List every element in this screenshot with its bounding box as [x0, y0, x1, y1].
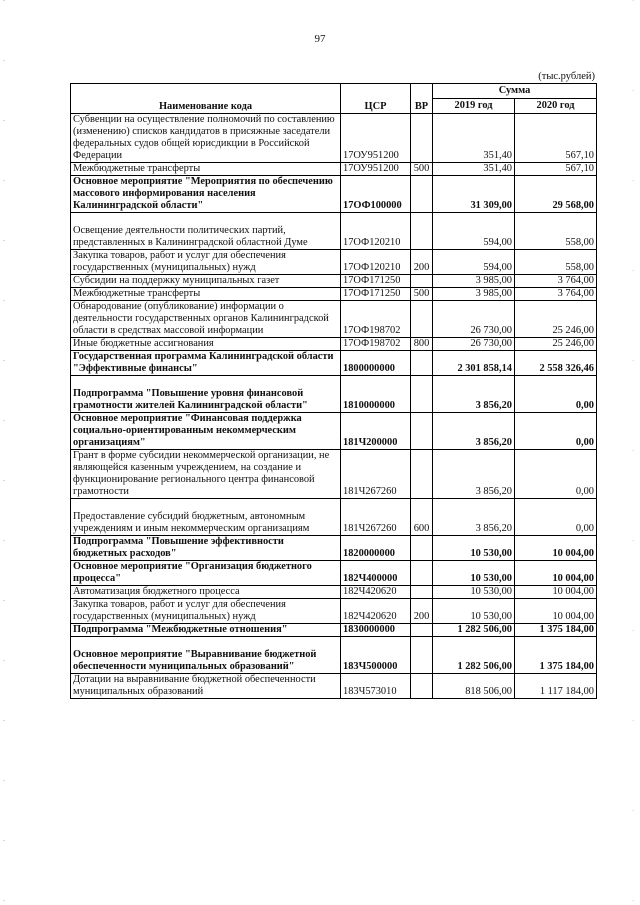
row-sum-2019: 351,40 — [433, 163, 515, 176]
row-name: Подпрограмма "Повышение эффективности бюджетных расходов" — [71, 536, 341, 561]
table-row — [71, 176, 597, 213]
table-row — [71, 114, 597, 163]
row-sum-2020: 10 004,00 — [515, 586, 597, 599]
row-name: Предоставление субсидий бюджетным, автономным учреждениям и иным некоммерческим организациям — [71, 499, 341, 536]
row-csr-code: 181Ч200000 — [341, 413, 411, 450]
row-sum-2020: 29 568,00 — [515, 176, 597, 213]
row-vr-code — [411, 176, 433, 213]
table-row — [71, 561, 597, 586]
row-csr-code: 17ОФ120210 — [341, 250, 411, 275]
row-sum-2019: 1 282 506,00 — [433, 624, 515, 637]
row-csr-code: 183Ч573010 — [341, 674, 411, 699]
table-row — [71, 376, 597, 413]
row-csr-code: 17ОУ951200 — [341, 114, 411, 163]
row-vr-code — [411, 450, 433, 499]
row-sum-2019: 3 985,00 — [433, 275, 515, 288]
row-csr-code: 17ОФ171250 — [341, 275, 411, 288]
row-name: Закупка товаров, работ и услуг для обеспечения государственных (муниципальных) нужд — [71, 250, 341, 275]
row-sum-2019: 594,00 — [433, 250, 515, 275]
row-vr-code — [411, 351, 433, 376]
scan-edge-marks-right — [632, 0, 634, 905]
table-body — [71, 114, 597, 699]
row-sum-2019: 1 282 506,00 — [433, 637, 515, 674]
row-name: Закупка товаров, работ и услуг для обеспечения государственных (муниципальных) нужд — [71, 599, 341, 624]
row-name: Межбюджетные трансферты — [71, 288, 341, 301]
row-sum-2019: 26 730,00 — [433, 301, 515, 338]
table-row — [71, 351, 597, 376]
header-csr: ЦСР — [341, 84, 411, 114]
row-name: Межбюджетные трансферты — [71, 163, 341, 176]
row-csr-code: 1830000000 — [341, 624, 411, 637]
row-sum-2020: 25 246,00 — [515, 301, 597, 338]
row-vr-code: 500 — [411, 163, 433, 176]
row-sum-2020: 0,00 — [515, 499, 597, 536]
row-vr-code — [411, 624, 433, 637]
row-name: Освещение деятельности политических партий, представленных в Калининградской областной Думе — [71, 213, 341, 250]
row-sum-2019: 10 530,00 — [433, 536, 515, 561]
header-sum: Сумма — [433, 84, 597, 99]
row-name: Основное мероприятие "Выравнивание бюджетной обеспеченности муниципальных образований" — [71, 637, 341, 674]
budget-table — [70, 83, 597, 699]
row-sum-2019: 351,40 — [433, 114, 515, 163]
row-sum-2019: 818 506,00 — [433, 674, 515, 699]
row-sum-2020: 558,00 — [515, 250, 597, 275]
table-header — [71, 84, 597, 114]
row-sum-2020: 10 004,00 — [515, 561, 597, 586]
row-csr-code: 17ОФ198702 — [341, 301, 411, 338]
table-row — [71, 338, 597, 351]
table-row — [71, 499, 597, 536]
row-name: Основное мероприятие "Финансовая поддержка социально-ориентированным некоммерческим организациям" — [71, 413, 341, 450]
row-sum-2019: 3 856,20 — [433, 499, 515, 536]
table-row — [71, 275, 597, 288]
table-row — [71, 301, 597, 338]
table-row — [71, 637, 597, 674]
table-row — [71, 586, 597, 599]
header-2019: 2019 год — [433, 99, 515, 114]
row-vr-code: 600 — [411, 499, 433, 536]
row-sum-2019: 3 856,20 — [433, 413, 515, 450]
page-number: 97 — [314, 33, 326, 45]
row-name: Обнародование (опубликование) информации о деятельности государственных органов Калининградской области в средствах массовой информации — [71, 301, 341, 338]
row-vr-code — [411, 413, 433, 450]
row-vr-code: 200 — [411, 250, 433, 275]
row-csr-code: 181Ч267260 — [341, 499, 411, 536]
row-name: Подпрограмма "Межбюджетные отношения" — [71, 624, 341, 637]
row-vr-code — [411, 536, 433, 561]
table-row — [71, 250, 597, 275]
row-sum-2020: 2 558 326,46 — [515, 351, 597, 376]
row-csr-code: 17ОФ171250 — [341, 288, 411, 301]
row-sum-2019: 594,00 — [433, 213, 515, 250]
row-name: Субвенции на осуществление полномочий по составлению (изменению) списков кандидатов в присяжные заседатели федеральных судов общей юрисдикции в Российской Федерации — [71, 114, 341, 163]
table-row — [71, 288, 597, 301]
scan-edge-marks — [3, 0, 5, 905]
row-csr-code: 17ОФ198702 — [341, 338, 411, 351]
row-vr-code — [411, 213, 433, 250]
row-sum-2019: 26 730,00 — [433, 338, 515, 351]
row-sum-2019: 10 530,00 — [433, 586, 515, 599]
row-sum-2020: 3 764,00 — [515, 275, 597, 288]
row-vr-code: 500 — [411, 288, 433, 301]
row-vr-code — [411, 275, 433, 288]
row-vr-code — [411, 114, 433, 163]
row-sum-2020: 0,00 — [515, 413, 597, 450]
table-row — [71, 213, 597, 250]
row-vr-code — [411, 674, 433, 699]
table-row — [71, 536, 597, 561]
row-csr-code: 1810000000 — [341, 376, 411, 413]
row-sum-2020: 1 117 184,00 — [515, 674, 597, 699]
row-sum-2020: 567,10 — [515, 114, 597, 163]
row-name: Дотации на выравнивание бюджетной обеспеченности муниципальных образований — [71, 674, 341, 699]
row-sum-2020: 10 004,00 — [515, 536, 597, 561]
row-sum-2019: 3 856,20 — [433, 450, 515, 499]
row-sum-2020: 1 375 184,00 — [515, 637, 597, 674]
row-csr-code: 182Ч400000 — [341, 561, 411, 586]
row-name: Иные бюджетные ассигнования — [71, 338, 341, 351]
row-sum-2020: 3 764,00 — [515, 288, 597, 301]
row-csr-code: 182Ч420620 — [341, 599, 411, 624]
table-row — [71, 163, 597, 176]
row-sum-2019: 3 985,00 — [433, 288, 515, 301]
table-row — [71, 599, 597, 624]
row-sum-2020: 10 004,00 — [515, 599, 597, 624]
row-csr-code: 1820000000 — [341, 536, 411, 561]
row-csr-code: 182Ч420620 — [341, 586, 411, 599]
row-sum-2020: 558,00 — [515, 213, 597, 250]
row-name: Основное мероприятие "Организация бюджетного процесса" — [71, 561, 341, 586]
row-sum-2019: 31 309,00 — [433, 176, 515, 213]
row-name: Грант в форме субсидии некоммерческой организации, не являющейся казенным учреждением, на создание и функционирование регионального центра финансовой грамотности — [71, 450, 341, 499]
table-row — [71, 413, 597, 450]
row-name: Субсидии на поддержку муниципальных газет — [71, 275, 341, 288]
row-vr-code — [411, 561, 433, 586]
row-sum-2020: 1 375 184,00 — [515, 624, 597, 637]
units-label: (тыс.рублей) — [538, 71, 595, 82]
row-name: Основное мероприятие "Мероприятия по обеспечению массового информирования населения Калининградской области" — [71, 176, 341, 213]
header-name: Наименование кода — [71, 84, 341, 114]
row-name: Государственная программа Калининградской области "Эффективные финансы" — [71, 351, 341, 376]
row-vr-code — [411, 637, 433, 674]
table-row — [71, 450, 597, 499]
table-row — [71, 674, 597, 699]
row-csr-code: 183Ч500000 — [341, 637, 411, 674]
row-csr-code: 17ОФ120210 — [341, 213, 411, 250]
row-vr-code — [411, 301, 433, 338]
row-sum-2019: 2 301 858,14 — [433, 351, 515, 376]
row-name: Автоматизация бюджетного процесса — [71, 586, 341, 599]
row-vr-code: 200 — [411, 599, 433, 624]
row-csr-code: 1800000000 — [341, 351, 411, 376]
row-csr-code: 17ОУ951200 — [341, 163, 411, 176]
header-2020: 2020 год — [515, 99, 597, 114]
row-vr-code — [411, 376, 433, 413]
row-csr-code: 181Ч267260 — [341, 450, 411, 499]
row-sum-2019: 10 530,00 — [433, 561, 515, 586]
row-sum-2020: 0,00 — [515, 450, 597, 499]
row-vr-code: 800 — [411, 338, 433, 351]
table-row — [71, 624, 597, 637]
row-sum-2019: 10 530,00 — [433, 599, 515, 624]
row-name: Подпрограмма "Повышение уровня финансовой грамотности жителей Калининградской области" — [71, 376, 341, 413]
row-sum-2020: 25 246,00 — [515, 338, 597, 351]
row-sum-2019: 3 856,20 — [433, 376, 515, 413]
row-vr-code — [411, 586, 433, 599]
row-sum-2020: 0,00 — [515, 376, 597, 413]
header-vr: ВР — [411, 84, 433, 114]
row-csr-code: 17ОФ100000 — [341, 176, 411, 213]
row-sum-2020: 567,10 — [515, 163, 597, 176]
